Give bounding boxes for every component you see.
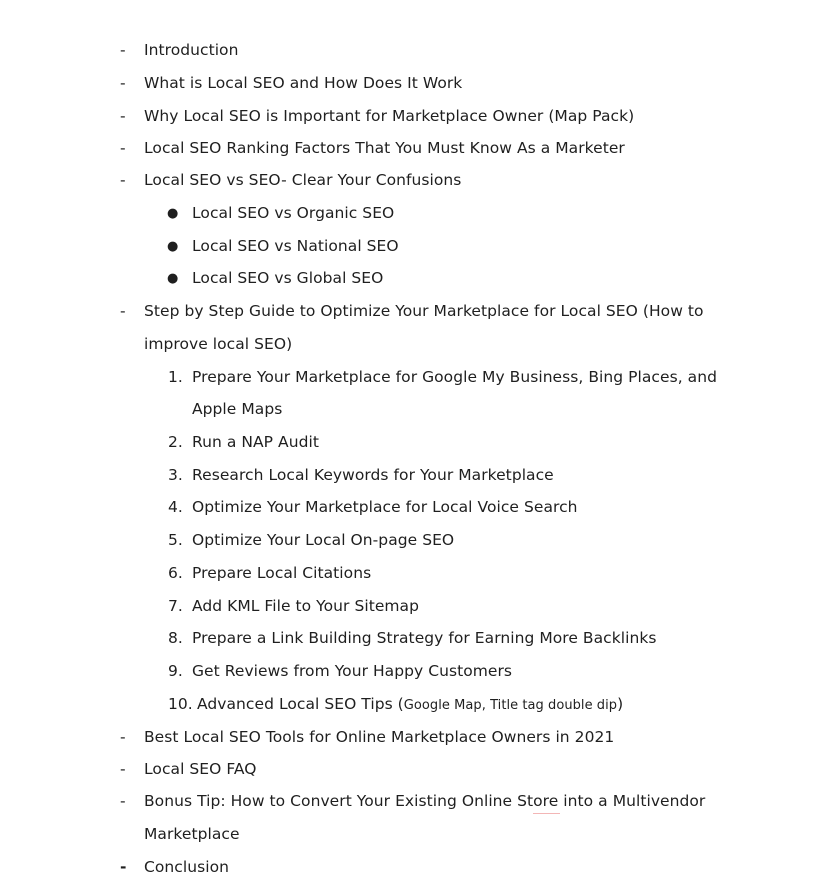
subitem-local-vs-global: Local SEO vs Global SEO xyxy=(192,269,384,287)
outline-item-local-vs-seo: Local SEO vs SEO- Clear Your Confusions xyxy=(144,171,462,189)
outline-item-bonus-line1: Bonus Tip: How to Convert Your Existing Online Store into a Multivendor xyxy=(144,792,706,810)
spellcheck-underline xyxy=(533,813,560,814)
outline-item-best-tools: Best Local SEO Tools for Online Marketplace Owners in 2021 xyxy=(144,728,615,746)
dash-marker: - xyxy=(120,728,126,746)
step-item-3: Research Local Keywords for Your Marketplace xyxy=(192,466,554,484)
step-item-9: Get Reviews from Your Happy Customers xyxy=(192,662,513,680)
subitem-local-vs-organic: Local SEO vs Organic SEO xyxy=(192,204,395,222)
step-item-10-text: Advanced Local SEO Tips ( xyxy=(197,695,404,713)
step-number: 2. xyxy=(168,433,183,451)
dash-marker: - xyxy=(120,139,126,157)
step-number: 10. xyxy=(168,695,193,713)
dash-marker: - xyxy=(120,760,126,778)
dash-marker: - xyxy=(120,171,126,189)
outline-item-introduction: Introduction xyxy=(144,41,239,59)
dash-marker: - xyxy=(120,41,126,59)
step-item-10-note: Google Map, Title tag double dip xyxy=(403,698,618,713)
step-number: 4. xyxy=(168,498,183,516)
step-number: 7. xyxy=(168,597,183,615)
outline-item-conclusion: Conclusion xyxy=(144,858,229,876)
step-item-8: Prepare a Link Building Strategy for Earning More Backlinks xyxy=(192,629,657,647)
bullet-icon: ● xyxy=(167,206,179,221)
step-item-7: Add KML File to Your Sitemap xyxy=(192,597,419,615)
outline-item-what-is-local-seo: What is Local SEO and How Does It Work xyxy=(144,74,463,92)
dash-marker: - xyxy=(120,302,126,320)
outline-item-ranking-factors: Local SEO Ranking Factors That You Must Know As a Marketer xyxy=(144,139,625,157)
step-number: 6. xyxy=(168,564,183,582)
step-item-10 xyxy=(197,688,623,721)
bullet-icon: ● xyxy=(167,271,179,286)
step-item-6: Prepare Local Citations xyxy=(192,564,372,582)
step-item-1-line1: Prepare Your Marketplace for Google My Business, Bing Places, and xyxy=(192,368,717,386)
outline-item-faq: Local SEO FAQ xyxy=(144,760,257,778)
step-number: 3. xyxy=(168,466,183,484)
dash-marker: - xyxy=(120,107,126,125)
step-item-2: Run a NAP Audit xyxy=(192,433,319,451)
outline-item-bonus-line2: Marketplace xyxy=(144,825,240,843)
step-number: 8. xyxy=(168,629,183,647)
outline-item-guide-line1: Step by Step Guide to Optimize Your Marketplace for Local SEO (How to xyxy=(144,302,704,320)
step-item-5: Optimize Your Local On-page SEO xyxy=(192,531,455,549)
step-number: 9. xyxy=(168,662,183,680)
dash-marker: - xyxy=(120,858,127,876)
step-item-10-close: ) xyxy=(617,695,624,713)
outline-item-why-local-seo: Why Local SEO is Important for Marketplace Owner (Map Pack) xyxy=(144,107,635,125)
dash-marker: - xyxy=(120,792,126,810)
subitem-local-vs-national: Local SEO vs National SEO xyxy=(192,237,399,255)
step-number: 5. xyxy=(168,531,183,549)
bullet-icon: ● xyxy=(167,239,179,254)
step-item-4: Optimize Your Marketplace for Local Voice Search xyxy=(192,498,578,516)
step-item-1-line2: Apple Maps xyxy=(192,400,283,418)
dash-marker: - xyxy=(120,74,126,92)
step-number: 1. xyxy=(168,368,183,386)
outline-item-guide-line2: improve local SEO) xyxy=(144,335,293,353)
